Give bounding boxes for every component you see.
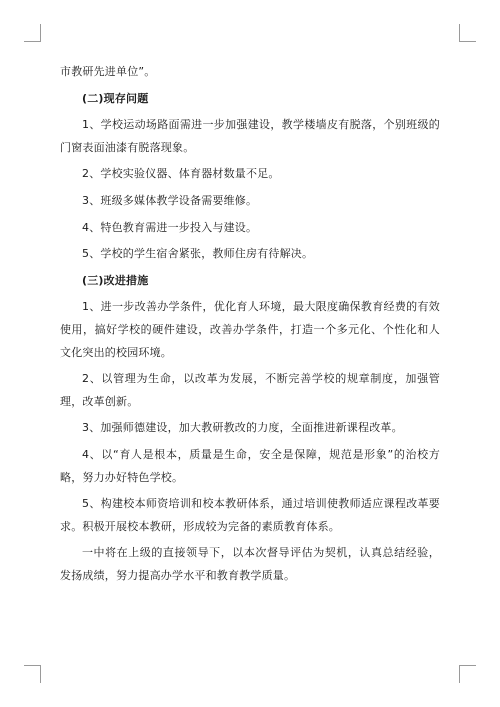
problem-item: 5、学校的学生宿舍紧张，教师住房有待解决。 [82, 247, 314, 261]
crop-mark-bottom-left [24, 665, 41, 666]
section-heading-improvement-measures: (三)改进措施 [82, 273, 149, 287]
crop-mark-top-left [24, 41, 41, 42]
document-body [60, 61, 440, 591]
measure-item: 4、以“育人是根本，质量是生命，安全是保障，规范是形象”的治校方略，努力办好特色学校。 [60, 447, 440, 484]
measure-item: 2、以管理为生命，以改革为发展，不断完善学校的规章制度，加强管理，改革创新。 [60, 372, 440, 408]
measure-item: 3、加强师德建设，加大教研教改的力度，全面推进新课程改革。 [82, 421, 403, 435]
paragraph-continuation: 市教研先进单位”。 [60, 65, 156, 78]
crop-mark-top-right [459, 24, 460, 42]
crop-mark-bottom-right [459, 665, 460, 683]
problem-item: 1、学校运动场路面需进一步加强建设，教学楼墙皮有脱落，个别班级的门窗表面油漆有脱落现象。 [60, 118, 440, 154]
closing-paragraph: 一中将在上级的直接领导下，以本次督导评估为契机，认真总结经验，发扬成绩，努力提高办学水平和教育教学质量。 [60, 546, 440, 582]
measure-item: 1、进一步改善办学条件，优化育人环境，最大限度确保教育经费的有效使用，搞好学校的硬件建设，改善办学条件，打造一个多元化、个性化和人文化突出的校园环境。 [60, 300, 440, 359]
section-heading-current-problems: (二)现存问题 [82, 91, 149, 105]
problem-item: 3、班级多媒体教学设备需要维修。 [82, 193, 258, 207]
crop-mark-bottom-right [459, 665, 476, 666]
crop-mark-top-right [459, 41, 476, 42]
problem-item: 4、特色教育需进一步投入与建设。 [82, 220, 258, 234]
measure-item: 5、构建校本师资培训和校本教研体系，通过培训使教师适应课程改革要求。积极开展校本教研，形成较为完备的素质教育体系。 [60, 497, 440, 533]
crop-mark-bottom-left [40, 665, 41, 683]
crop-mark-top-left [40, 24, 41, 42]
problem-item: 2、学校实验仪器、体育器材数量不足。 [82, 167, 280, 181]
